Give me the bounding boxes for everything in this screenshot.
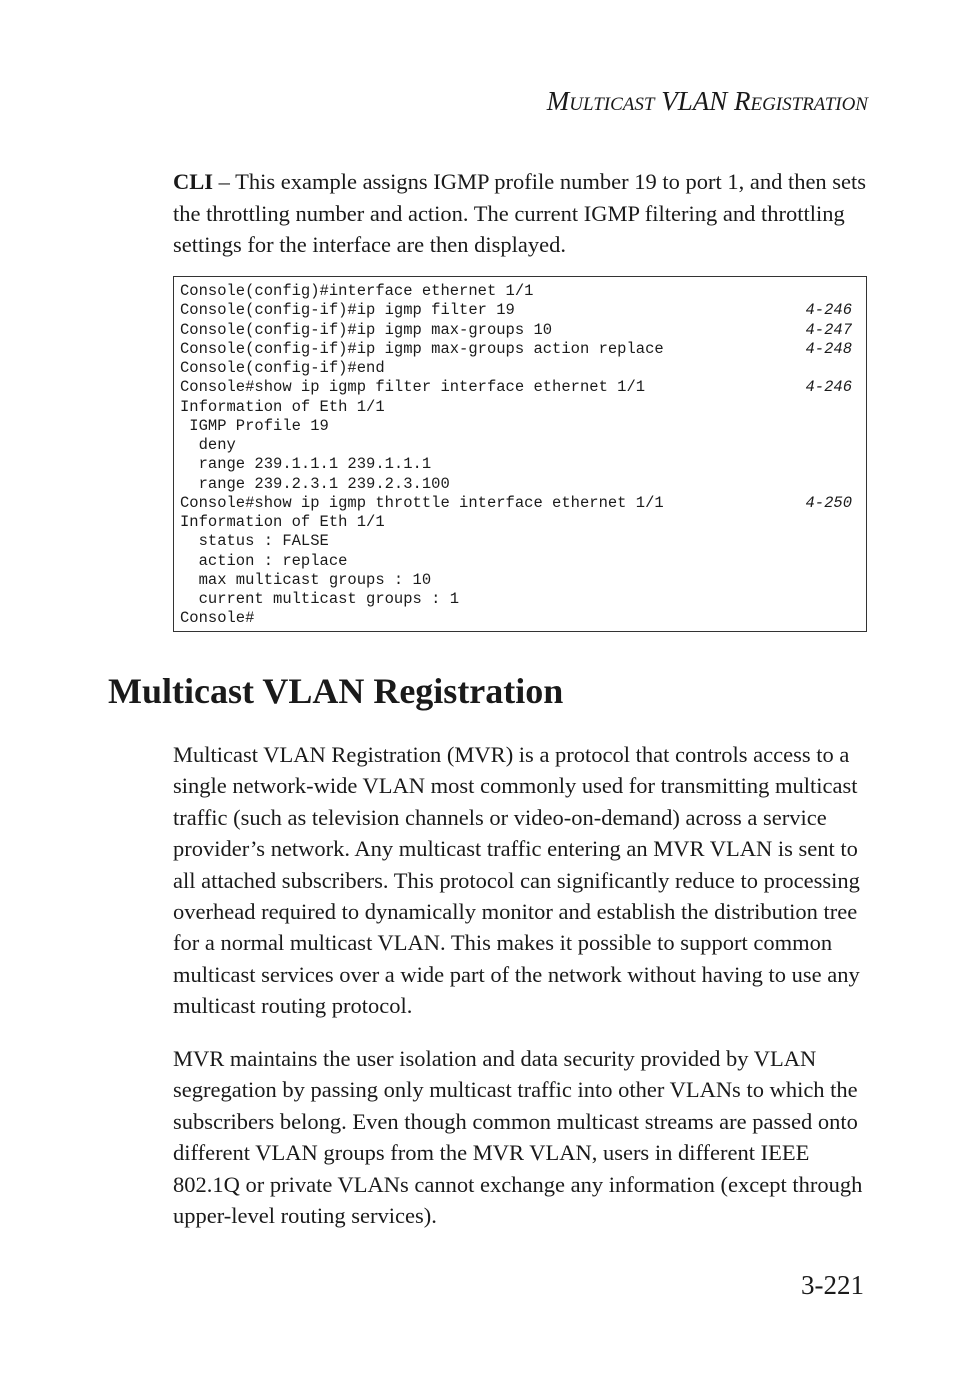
body-paragraph-1: Multicast VLAN Registration (MVR) is a protocol that controls access to a single network-wide VLAN most commonly used for transmitting multicast traffic (such as television channels or video-on-demand) across a service provider’s network. Any multicast traffic entering an MVR VLAN is sent to all attached subscribers. This protocol can significantly reduce to processing overhead required to dynamically monitor and establish the distribution tree for a normal multicast VLAN. This makes it possible to support common multicast services over a wide part of the network without having to use any multicast routing protocol.: [173, 742, 860, 1019]
page-number: 3-221: [801, 1270, 864, 1300]
code-line: [180, 609, 866, 628]
code-line: [180, 436, 866, 455]
code-line-text: IGMP Profile 19: [180, 416, 329, 435]
cli-intro-text: – This example assigns IGMP profile number 19 to port 1, and then sets the throttling number and action. The current IGMP filtering and throttling settings for the interface are then displayed.: [173, 169, 867, 257]
code-line-text: action : replace: [180, 551, 348, 570]
code-line-text: Information of Eth 1/1: [180, 397, 385, 416]
code-line: [180, 398, 866, 417]
body-paragraph-2: MVR maintains the user isolation and data security provided by VLAN segregation by passing only multicast traffic into other VLANs to which the subscribers belong. Even though common multicast streams are passed onto different VLAN groups from the MVR VLAN, users in different IEEE 802.1Q or private VLANs cannot exchange any information (except through upper-level routing services).: [173, 1046, 863, 1229]
code-line-reference: 4-246: [805, 378, 852, 397]
running-header: [547, 86, 868, 117]
code-line-text: Console(config)#interface ethernet 1/1: [180, 282, 534, 300]
code-line-text: Console#: [180, 609, 255, 628]
code-line-text: range 239.1.1.1 239.1.1.1: [180, 455, 432, 474]
code-line: [180, 494, 866, 513]
code-line: [180, 475, 866, 494]
code-line: [180, 282, 866, 301]
code-line: [180, 532, 866, 551]
code-line-text: Console#show ip igmp throttle interface ethernet 1/1: [180, 493, 664, 512]
code-line-text: max multicast groups : 10: [180, 570, 432, 589]
code-line: [180, 571, 866, 590]
code-line-text: Console#show ip igmp filter interface ethernet 1/1: [180, 378, 646, 397]
code-line: [180, 455, 866, 474]
code-line: [180, 321, 866, 340]
code-line-text: range 239.2.3.1 239.2.3.100: [180, 474, 450, 493]
code-line-text: Console(config-if)#ip igmp max-groups action replace: [180, 339, 664, 358]
cli-label: CLI: [173, 169, 214, 194]
code-line-reference: 4-250: [805, 493, 852, 512]
section-title: Multicast VLAN Registration: [108, 671, 564, 711]
code-line-text: current multicast groups : 1: [180, 590, 460, 608]
code-line-reference: 4-247: [805, 320, 852, 339]
code-line-reference: 4-246: [805, 301, 852, 320]
code-line-text: Console(config-if)#end: [180, 359, 385, 377]
code-line: [180, 417, 866, 436]
code-line-text: Console(config-if)#ip igmp max-groups 10: [180, 320, 553, 339]
code-line-text: deny: [180, 436, 236, 454]
cli-intro-paragraph: [173, 166, 873, 261]
code-example-box: [173, 276, 867, 632]
code-line: [180, 552, 866, 571]
code-line: [180, 590, 866, 609]
code-line: [180, 340, 866, 359]
code-line: [180, 359, 866, 378]
code-line-text: status : FALSE: [180, 532, 329, 551]
code-line-text: Information of Eth 1/1: [180, 513, 385, 531]
code-line-text: Console(config-if)#ip igmp filter 19: [180, 301, 515, 320]
running-header-m: M: [546, 86, 570, 116]
running-header-r: R: [733, 86, 751, 116]
running-header-ulticast: ULTICAST: [569, 94, 655, 115]
code-line: [180, 513, 866, 532]
running-header-vlan: VLAN: [654, 86, 734, 116]
code-line-reference: 4-248: [805, 339, 852, 358]
code-line: [180, 378, 866, 397]
code-line: [180, 301, 866, 320]
running-header-egistration: EGISTRATION: [750, 94, 868, 115]
